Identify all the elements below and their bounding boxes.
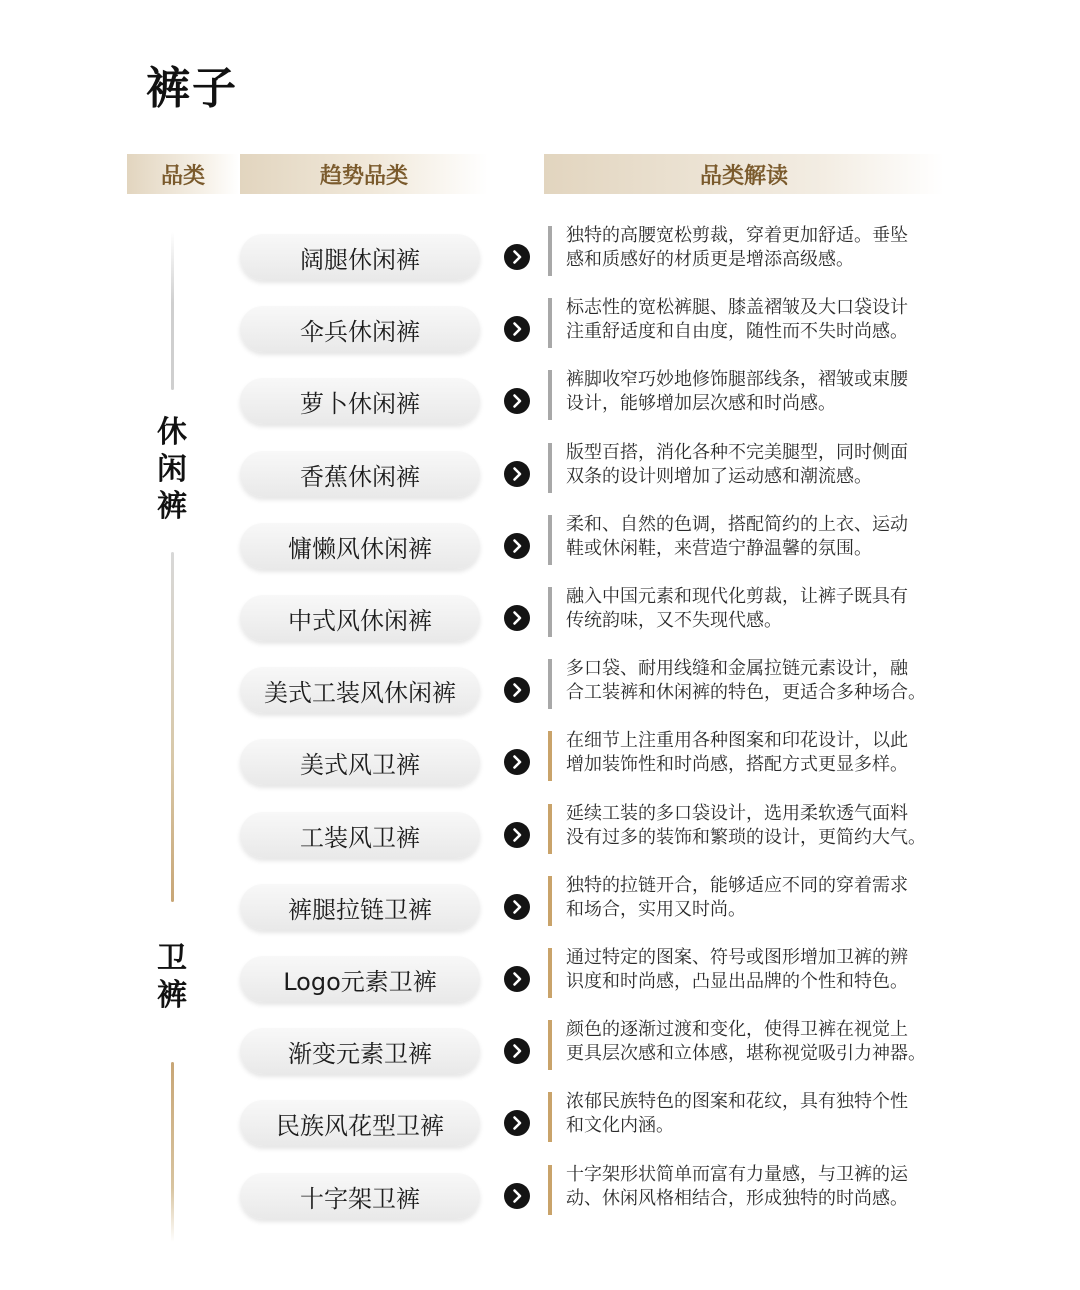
- trend-name-pill[interactable]: 慵懒风休闲裤: [240, 523, 480, 569]
- trend-description: [566, 1090, 954, 1138]
- desc-line: 设计，能够增加层次感和时尚感。: [566, 393, 836, 414]
- trend-name-pill[interactable]: 裤腿拉链卫裤: [240, 884, 480, 930]
- desc-line: 十字架形状简单而富有力量感，与卫裤的运: [566, 1164, 908, 1185]
- desc-accent-bar: [548, 298, 552, 348]
- desc-accent-bar: [548, 1165, 552, 1215]
- trend-name-pill[interactable]: Logo元素卫裤: [240, 956, 480, 1002]
- trend-description: [566, 802, 954, 850]
- desc-line: 柔和、自然的色调，搭配简约的上衣、运动: [566, 514, 908, 535]
- desc-line: 传统韵味，又不失现代感。: [566, 610, 782, 631]
- desc-line: 双条的设计则增加了运动感和潮流感。: [566, 466, 872, 487]
- chevron-right-circle-icon: [504, 605, 530, 631]
- desc-accent-bar: [548, 370, 552, 420]
- trend-name-pill[interactable]: 中式风休闲裤: [240, 595, 480, 641]
- chevron-right-circle-icon: [504, 1183, 530, 1209]
- trend-name-pill[interactable]: 美式风卫裤: [240, 739, 480, 785]
- desc-line: 注重舒适度和自由度，随性而不失时尚感。: [566, 321, 908, 342]
- desc-line: 在细节上注重用各种图案和印花设计，以此: [566, 730, 908, 751]
- trend-row: [0, 730, 1080, 811]
- desc-accent-bar: [548, 804, 552, 854]
- trend-name-pill[interactable]: 民族风花型卫裤: [240, 1100, 480, 1146]
- chevron-right-circle-icon: [504, 966, 530, 992]
- trend-name-pill[interactable]: 香蕉休闲裤: [240, 451, 480, 497]
- header-category: 品类: [127, 154, 239, 194]
- chevron-right-circle-icon: [504, 533, 530, 559]
- desc-line: 颜色的逐渐过渡和变化，使得卫裤在视觉上: [566, 1019, 908, 1040]
- trend-name-pill[interactable]: 阔腿休闲裤: [240, 234, 480, 280]
- desc-line: 独特的高腰宽松剪裁，穿着更加舒适。垂坠: [566, 225, 908, 246]
- desc-accent-bar: [548, 1020, 552, 1070]
- trend-description: [566, 946, 954, 994]
- desc-accent-bar: [548, 1092, 552, 1142]
- chevron-right-circle-icon: [504, 894, 530, 920]
- trend-row: [0, 369, 1080, 450]
- chevron-right-circle-icon: [504, 677, 530, 703]
- desc-accent-bar: [548, 226, 552, 276]
- desc-line: 更具层次感和立体感，堪称视觉吸引力神器。: [566, 1043, 926, 1064]
- trend-description: [566, 441, 954, 489]
- page-title: 裤子: [146, 63, 238, 114]
- category-label-casual: 休 闲 裤: [157, 415, 187, 524]
- desc-line: 融入中国元素和现代化剪裁，让裤子既具有: [566, 586, 908, 607]
- desc-accent-bar: [548, 659, 552, 709]
- trend-description: [566, 1163, 954, 1211]
- trend-name-pill[interactable]: 十字架卫裤: [240, 1173, 480, 1219]
- desc-accent-bar: [548, 876, 552, 926]
- desc-line: 通过特定的图案、符号或图形增加卫裤的辨: [566, 947, 908, 968]
- desc-line: 多口袋、耐用线缝和金属拉链元素设计，融: [566, 658, 908, 679]
- trend-description: [566, 224, 954, 272]
- desc-line: 独特的拉链开合，能够适应不同的穿着需求: [566, 875, 908, 896]
- desc-line: 没有过多的装饰和繁琐的设计，更简约大气。: [566, 827, 926, 848]
- trend-row: [0, 1091, 1080, 1172]
- chevron-right-circle-icon: [504, 1110, 530, 1136]
- desc-line: 和场合，实用又时尚。: [566, 899, 746, 920]
- desc-line: 识度和时尚感，凸显出品牌的个性和特色。: [566, 971, 908, 992]
- desc-line: 鞋或休闲鞋，来营造宁静温馨的氛围。: [566, 538, 872, 559]
- trend-name-pill[interactable]: 伞兵休闲裤: [240, 306, 480, 352]
- desc-line: 动、休闲风格相结合，形成独特的时尚感。: [566, 1188, 908, 1209]
- desc-line: 和文化内涵。: [566, 1115, 674, 1136]
- desc-line: 延续工装的多口袋设计，选用柔软透气面料: [566, 803, 908, 824]
- trend-name-pill[interactable]: 渐变元素卫裤: [240, 1028, 480, 1074]
- trend-name-pill[interactable]: 工装风卫裤: [240, 812, 480, 858]
- desc-line: 浓郁民族特色的图案和花纹，具有独特个性: [566, 1091, 908, 1112]
- trend-name-pill[interactable]: 萝卜休闲裤: [240, 378, 480, 424]
- chevron-right-circle-icon: [504, 749, 530, 775]
- desc-accent-bar: [548, 731, 552, 781]
- trend-description: [566, 729, 954, 777]
- desc-accent-bar: [548, 587, 552, 637]
- category-label-sweatpants: 卫 裤: [157, 941, 187, 1013]
- desc-line: 增加装饰性和时尚感，搭配方式更显多样。: [566, 754, 908, 775]
- desc-line: 合工装裤和休闲裤的特色，更适合多种场合。: [566, 682, 926, 703]
- header-trend: 趋势品类: [240, 154, 488, 194]
- trend-description: [566, 874, 954, 922]
- header-desc: 品类解读: [544, 154, 944, 194]
- trend-description: [566, 296, 954, 344]
- chevron-right-circle-icon: [504, 1038, 530, 1064]
- trend-description: [566, 585, 954, 633]
- chevron-right-circle-icon: [504, 388, 530, 414]
- chevron-right-circle-icon: [504, 822, 530, 848]
- desc-line: 标志性的宽松裤腿、膝盖褶皱及大口袋设计: [566, 297, 908, 318]
- trend-description: [566, 368, 954, 416]
- desc-line: 版型百搭，消化各种不完美腿型，同时侧面: [566, 442, 908, 463]
- trend-description: [566, 513, 954, 561]
- trend-description: [566, 1018, 954, 1066]
- chevron-right-circle-icon: [504, 461, 530, 487]
- chevron-right-circle-icon: [504, 316, 530, 342]
- desc-accent-bar: [548, 948, 552, 998]
- desc-line: 裤脚收窄巧妙地修饰腿部线条，褶皱或束腰: [566, 369, 908, 390]
- trend-description: [566, 657, 954, 705]
- chevron-right-circle-icon: [504, 244, 530, 270]
- desc-line: 感和质感好的材质更是增添高级感。: [566, 249, 854, 270]
- trend-row: [0, 1164, 1080, 1245]
- desc-accent-bar: [548, 443, 552, 493]
- trend-name-pill[interactable]: 美式工装风休闲裤: [240, 667, 480, 713]
- desc-accent-bar: [548, 515, 552, 565]
